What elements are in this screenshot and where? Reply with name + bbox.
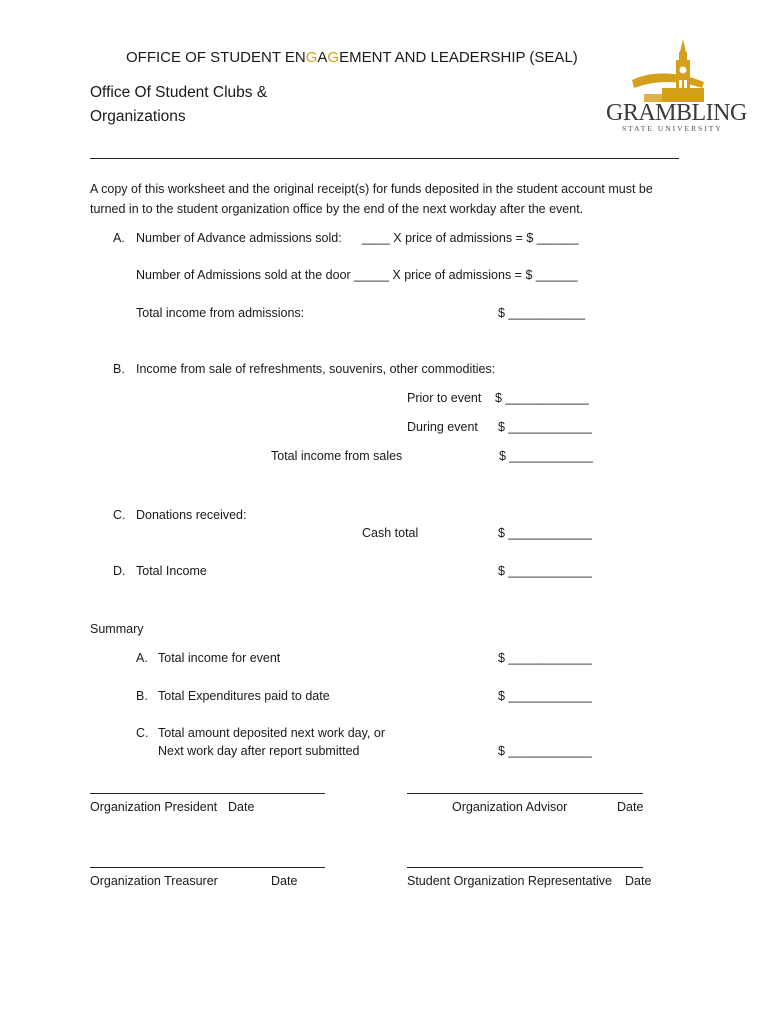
door-admissions-field[interactable]: Number of Admissions sold at the door _____ X price of admissions = $ ______ bbox=[136, 268, 578, 282]
logo-wordmark: GRAMBLING bbox=[606, 100, 747, 126]
summary-deposit-label-line1: Total amount deposited next work day, or bbox=[158, 726, 385, 740]
during-event-field[interactable]: $ ____________ bbox=[498, 420, 592, 434]
prior-to-event-field[interactable]: $ ____________ bbox=[495, 391, 589, 405]
treasurer-date-label: Date bbox=[271, 874, 298, 888]
logo-subtitle: STATE UNIVERSITY bbox=[622, 124, 723, 133]
summary-c-letter: C. bbox=[136, 726, 149, 740]
document-title: OFFICE OF STUDENT ENGAGEMENT AND LEADERSHIP (SEAL) bbox=[126, 49, 578, 66]
president-date-label: Date bbox=[228, 800, 255, 814]
section-a-letter: A. bbox=[113, 231, 125, 245]
president-label: Organization President bbox=[90, 800, 218, 814]
intro-line1: A copy of this worksheet and the original receipt(s) for funds deposited in the student account must be bbox=[90, 182, 653, 196]
admissions-total-label: Total income from admissions: bbox=[136, 306, 305, 320]
summary-b-letter: B. bbox=[136, 689, 148, 703]
summary-deposit-field[interactable]: $ ____________ bbox=[498, 744, 592, 758]
office-name-line2: Organizations bbox=[90, 108, 186, 125]
during-event-label: During event bbox=[407, 420, 478, 434]
total-income-field[interactable]: $ ____________ bbox=[498, 564, 592, 578]
summary-expenditures-field[interactable]: $ ____________ bbox=[498, 689, 592, 703]
treasurer-signature-line[interactable] bbox=[90, 867, 325, 868]
cash-total-field[interactable]: $ ____________ bbox=[498, 526, 592, 540]
advisor-signature-line[interactable] bbox=[407, 793, 643, 794]
sales-income-label: Income from sale of refreshments, souvenirs, other commodities: bbox=[136, 362, 496, 376]
advance-admissions-label: Number of Advance admissions sold: bbox=[136, 231, 342, 245]
grambling-logo bbox=[604, 36, 747, 136]
summary-heading: Summary bbox=[90, 622, 144, 636]
section-c-letter: C. bbox=[113, 508, 126, 522]
president-signature-line[interactable] bbox=[90, 793, 325, 794]
cash-total-label: Cash total bbox=[362, 526, 419, 540]
office-name-line1: Office Of Student Clubs & bbox=[90, 84, 268, 101]
summary-deposit-label-line2: Next work day after report submitted bbox=[158, 744, 360, 758]
prior-to-event-label: Prior to event bbox=[407, 391, 482, 405]
representative-date-label: Date bbox=[625, 874, 652, 888]
representative-label: Student Organization Representative bbox=[407, 874, 612, 888]
summary-income-label: Total income for event bbox=[158, 651, 281, 665]
header-divider bbox=[90, 158, 679, 159]
section-b-letter: B. bbox=[113, 362, 125, 376]
intro-line2: turned in to the student organization office by the end of the next workday after the event. bbox=[90, 202, 584, 216]
sales-total-label: Total income from sales bbox=[271, 449, 403, 463]
summary-a-letter: A. bbox=[136, 651, 148, 665]
treasurer-label: Organization Treasurer bbox=[90, 874, 218, 888]
representative-signature-line[interactable] bbox=[407, 867, 643, 868]
admissions-total-field[interactable]: $ ___________ bbox=[498, 306, 585, 320]
total-income-label: Total Income bbox=[136, 564, 207, 578]
advisor-label: Organization Advisor bbox=[452, 800, 568, 814]
advisor-date-label: Date bbox=[617, 800, 644, 814]
summary-expenditures-label: Total Expenditures paid to date bbox=[158, 689, 330, 703]
section-d-letter: D. bbox=[113, 564, 126, 578]
sales-total-field[interactable]: $ ____________ bbox=[499, 449, 593, 463]
advance-admissions-field[interactable]: ____ X price of admissions = $ ______ bbox=[362, 231, 579, 245]
donations-label: Donations received: bbox=[136, 508, 247, 522]
summary-income-field[interactable]: $ ____________ bbox=[498, 651, 592, 665]
